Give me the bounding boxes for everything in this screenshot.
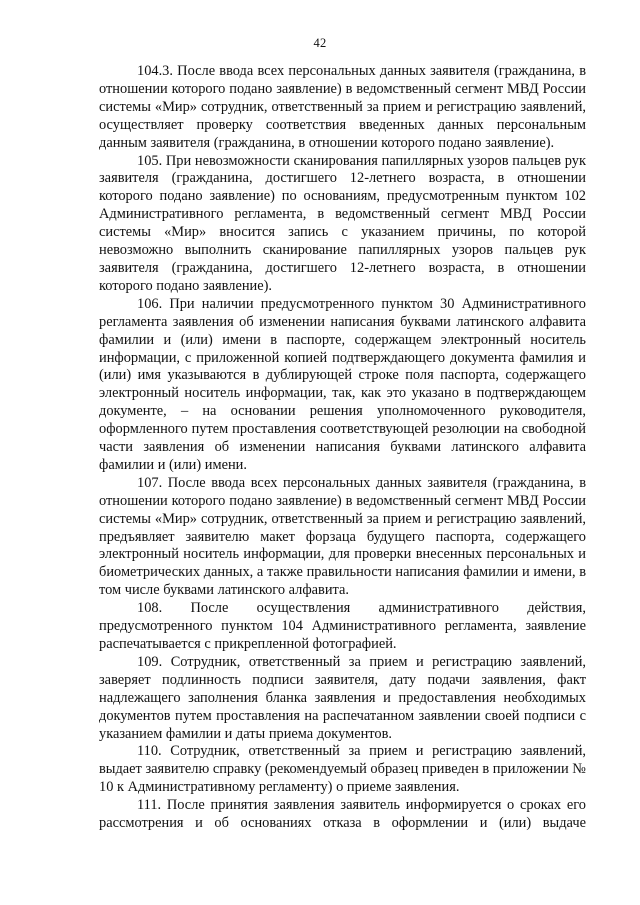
paragraph-111: 111. После принятия заявления заявитель информируется о сроках его рассмотрения и об основаниях отказа в оформлении и (или) выдаче xyxy=(99,797,586,832)
paragraph-106: 106. При наличии предусмотренного пунктом 30 Административного регламента заявления об изменении написания буквами латинского алфавита фамилии и (или) имени в паспорте, содержащем электронный носитель информации, с приложенной копией подтверждающего документа фамилия и (или) имя указываются в дублирующей строке поля паспорта, содержащего электронный носитель информации, так, как это указано в подтверждающем документе, – на основании решения уполномоченного руководителя, оформленного путем проставления соответствующей резолюции на свободной части заявления об изменении написания буквами латинского алфавита фамилии и (или) имени. xyxy=(99,295,586,473)
paragraph-110: 110. Сотрудник, ответственный за прием и регистрацию заявлений, выдает заявителю справку (рекомендуемый образец приведен в приложении № 10 к Административному регламенту) о приеме заявления. xyxy=(99,743,586,796)
document-body xyxy=(99,63,586,833)
paragraph-109: 109. Сотрудник, ответственный за прием и регистрацию заявлений, заверяет подлинность подписи заявителя, дату подачи заявления, факт надлежащего заполнения бланка заявления и предоставления необходимых документов путем проставления на распечатанном заявлении своей подписи с указанием фамилии и даты приема документов. xyxy=(99,653,586,742)
paragraph-107: 107. После ввода всех персональных данных заявителя (гражданина, в отношении которого подано заявление) в ведомственный сегмент МВД России системы «Мир» сотрудник, ответственный за прием и регистрацию заявлений, предъявляет заявителю макет форзаца будущего паспорта, содержащего электронный носитель информации, для проверки внесенных персональных и биометрических данных, а также правильности написания фамилии и имени, в том числе буквами латинского алфавита. xyxy=(99,474,586,599)
paragraph-104-3: 104.3. После ввода всех персональных данных заявителя (гражданина, в отношении которого подано заявление) в ведомственный сегмент МВД России системы «Мир» сотрудник, ответственный за прием и регистрацию заявлений, осуществляет проверку соответствия введенных данных персональным данным заявителя (гражданина, в отношении которого подано заявление). xyxy=(99,63,586,151)
paragraph-108: 108. После осуществления административного действия, предусмотренного пунктом 104 Административного регламента, заявление распечатывается с прикрепленной фотографией. xyxy=(99,600,586,652)
paragraph-105: 105. При невозможности сканирования папиллярных узоров пальцев рук заявителя (гражданина, достигшего 12-летнего возраста, в отношении которого подано заявление) по основаниям, предусмотренным пунктом 102 Административного регламента, в ведомственный сегмент МВД России системы «Мир» вносится запись с указанием причины, по которой невозможно выполнить сканирование папиллярных узоров пальцев рук заявителя (гражданина, достигшего 12-летнего возраста, в отношении которого подано заявление). xyxy=(99,152,586,294)
page-number: 42 xyxy=(313,36,327,50)
